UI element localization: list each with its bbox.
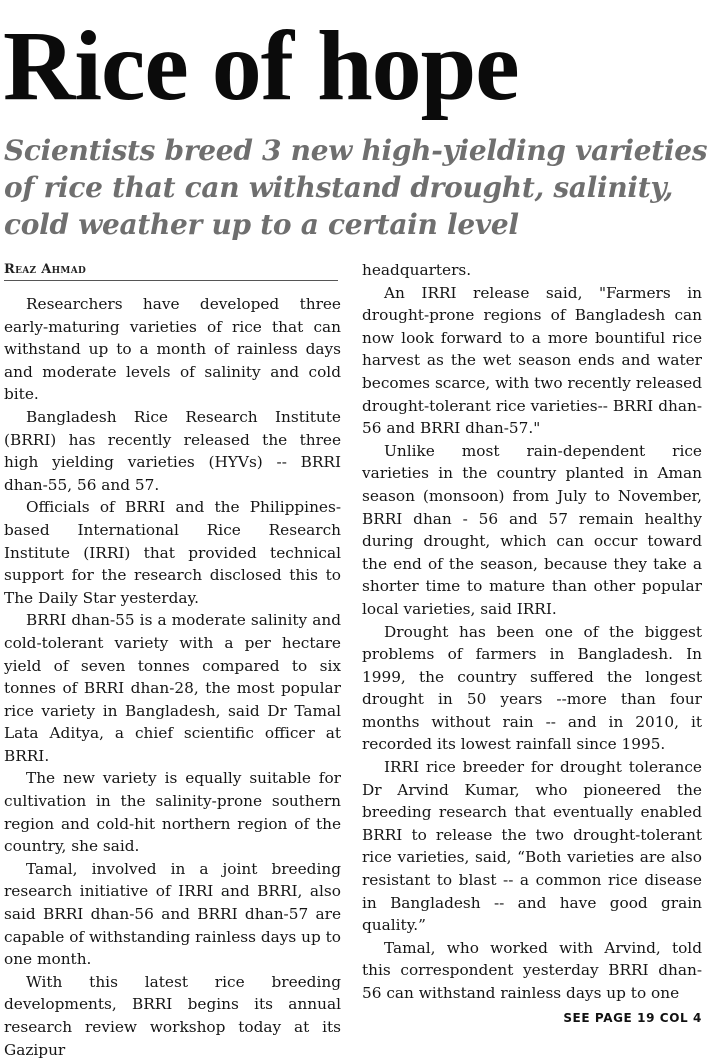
paragraph: The new variety is equally suitable for cultivation in the salinity-prone southern region and cold-hit northern region of the country, she said. [4, 769, 341, 856]
left-column [4, 293, 341, 1061]
deck-line: of rice that can withstand drought, salinity, [4, 171, 674, 204]
paragraph: Officials of BRRI and the Philippines-based International Rice Research Institute (IRRI) that provided technical support for the research disclosed this to The Daily Star yesterday. [4, 498, 341, 607]
deck-line: Scientists breed 3 new high-yielding varieties [4, 134, 708, 167]
byline: Reaz Ahmad [4, 262, 338, 281]
paragraph: With this latest rice breeding developments, BRRI begins its annual research review workshop today at its Gazipur [4, 972, 341, 1059]
deck-line: cold weather up to a certain level [4, 208, 519, 241]
paragraph: Drought has been one of the biggest problems of farmers in Bangladesh. In 1999, the country suffered the longest drought in 50 years --more than four months without rain -- and in 2010, it recorded its lowest rainfall since 1995. [362, 622, 702, 754]
continuation-jump-line: SEE PAGE 19 COL 4 [563, 1011, 702, 1025]
paragraph: BRRI dhan-55 is a moderate salinity and cold-tolerant variety with a per hectare yield of seven tonnes compared to six tonnes of BRRI dhan-28, the most popular rice variety in Bangladesh, said Dr Tamal Lata Aditya, a chief scientific officer at BRRI. [4, 611, 341, 765]
paragraph-continuation: headquarters. [362, 261, 472, 279]
paragraph: Unlike most rain-dependent rice varieties in the country planted in Aman season (monsoon) from July to November, BRRI dhan - 56 and 57 remain healthy during drought, which can occur toward the end of the season, because they take a shorter time to mature than other popular local varieties, said IRRI. [362, 441, 702, 618]
paragraph: IRRI rice breeder for drought tolerance Dr Arvind Kumar, who pioneered the breeding research that eventually enabled BRRI to release the two drought-tolerant rice varieties, said, “Both varieties are also resistant to blast -- a common rice disease in Bangladesh -- and have good grain quality.” [362, 758, 702, 935]
paragraph: Tamal, who worked with Arvind, told this correspondent yesterday BRRI dhan-56 can withstand rainless days up to one [362, 938, 702, 1002]
article-headline: Rice of hope [3, 10, 519, 121]
paragraph: Bangladesh Rice Research Institute (BRRI) has recently released the three high yielding varieties (HYVs) -- BRRI dhan-55, 56 and 57. [4, 407, 341, 494]
paragraph: Tamal, involved in a joint breeding research initiative of IRRI and BRRI, also said BRRI dhan-56 and BRRI dhan-57 are capable of withstanding rainless days up to one month. [4, 859, 341, 969]
right-column [362, 259, 702, 1005]
article-deck [4, 132, 708, 243]
paragraph: Researchers have developed three early-maturing varieties of rice that can withstand up to a month of rainless days and moderate levels of salinity and cold bite. [4, 295, 341, 404]
paragraph: An IRRI release said, "Farmers in drought-prone regions of Bangladesh can now look forward to a more bountiful rice harvest as the wet season ends and water becomes scarce, with two recently released drought-tolerant rice varieties-- BRRI dhan-56 and BRRI dhan-57." [362, 283, 702, 438]
